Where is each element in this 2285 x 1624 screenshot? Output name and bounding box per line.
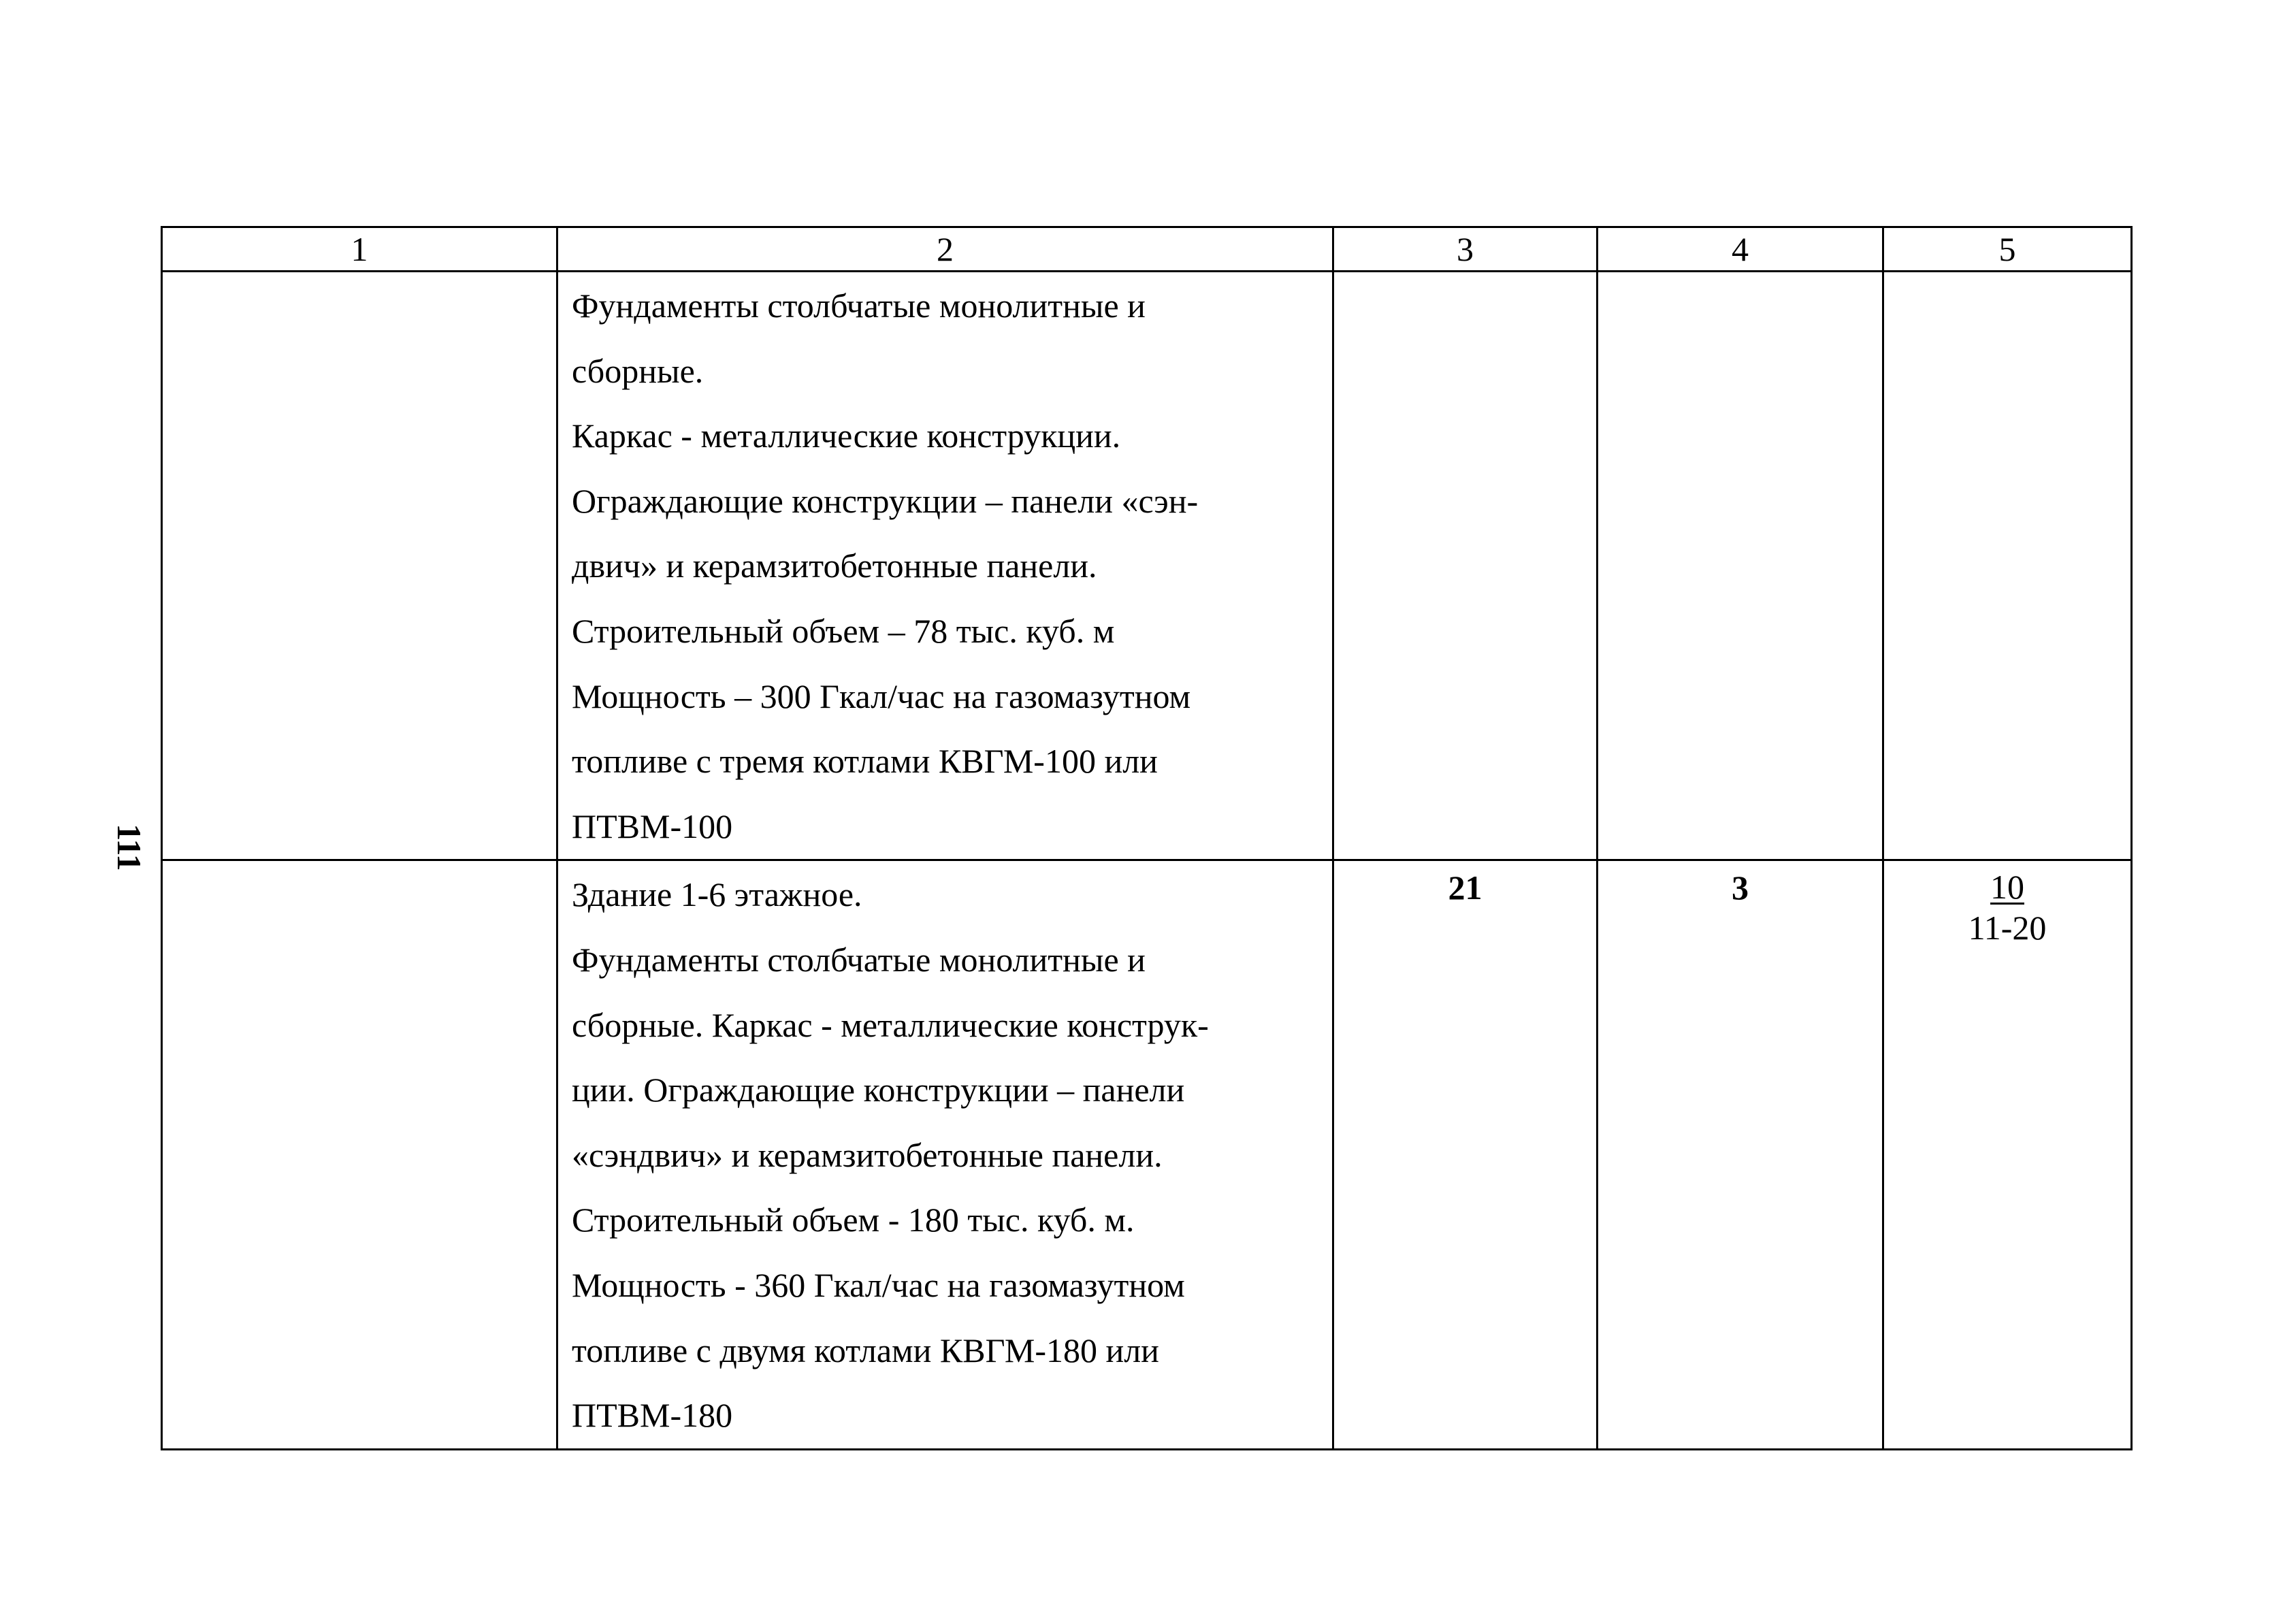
description-line: Ограждающие конструкции – панели «сэн- — [572, 481, 1199, 520]
column-header-5: 5 — [1883, 227, 2132, 272]
description-line: ПТВМ-100 — [572, 807, 733, 845]
row-2-col-4 — [1598, 860, 1883, 1449]
table-row — [162, 860, 2132, 1449]
row-1-description — [557, 272, 1333, 860]
fraction-denominator: 11-20 — [1968, 909, 2047, 947]
description-line: ПТВМ-180 — [572, 1396, 733, 1435]
column-header-1: 1 — [162, 227, 557, 272]
document-table — [161, 226, 2133, 1450]
row-1-col-5 — [1883, 272, 2132, 860]
row-2-value-3: 21 — [1448, 868, 1482, 907]
description-line: топливе с двумя котлами КВГМ-180 или — [572, 1331, 1159, 1369]
column-header-4: 4 — [1598, 227, 1883, 272]
description-line: ции. Ограждающие конструкции – панели — [572, 1071, 1185, 1109]
row-2-value-4: 3 — [1732, 868, 1749, 907]
description-line: сборные. — [572, 351, 704, 390]
description-line: двич» и керамзитобетонные панели. — [572, 547, 1097, 585]
description-line: Здание 1-6 этажное. — [572, 875, 862, 914]
fraction-numerator: 10 — [1990, 868, 2024, 907]
row-1-col-3 — [1333, 272, 1598, 860]
description-line: Фундаменты столбчатые монолитные и — [572, 940, 1146, 979]
table-row — [162, 272, 2132, 860]
table-header-row — [162, 227, 2132, 272]
description-line: Строительный объем – 78 тыс. куб. м — [572, 611, 1115, 650]
description-line: Мощность – 300 Гкал/час на газомазутном — [572, 677, 1191, 715]
row-2-col-1 — [162, 860, 557, 1449]
description-line: «сэндвич» и керамзитобетонные панели. — [572, 1135, 1163, 1174]
row-1-col-1 — [162, 272, 557, 860]
description-line: сборные. Каркас - металлические конструк- — [572, 1005, 1209, 1044]
row-2-col-5 — [1883, 860, 2132, 1449]
page-number: 111 — [110, 824, 148, 871]
description-line: топливе с тремя котлами КВГМ-100 или — [572, 742, 1158, 781]
row-1-col-4 — [1598, 272, 1883, 860]
row-2-col-3 — [1333, 860, 1598, 1449]
column-header-2: 2 — [557, 227, 1333, 272]
row-2-description — [557, 860, 1333, 1449]
description-line: Строительный объем - 180 тыс. куб. м. — [572, 1201, 1135, 1239]
description-line: Фундаменты столбчатые монолитные и — [572, 287, 1146, 325]
description-line: Каркас - металлические конструкции. — [572, 417, 1121, 455]
description-line: Мощность - 360 Гкал/час на газомазутном — [572, 1265, 1185, 1304]
row-2-fraction — [1884, 861, 2130, 948]
column-header-3: 3 — [1333, 227, 1598, 272]
